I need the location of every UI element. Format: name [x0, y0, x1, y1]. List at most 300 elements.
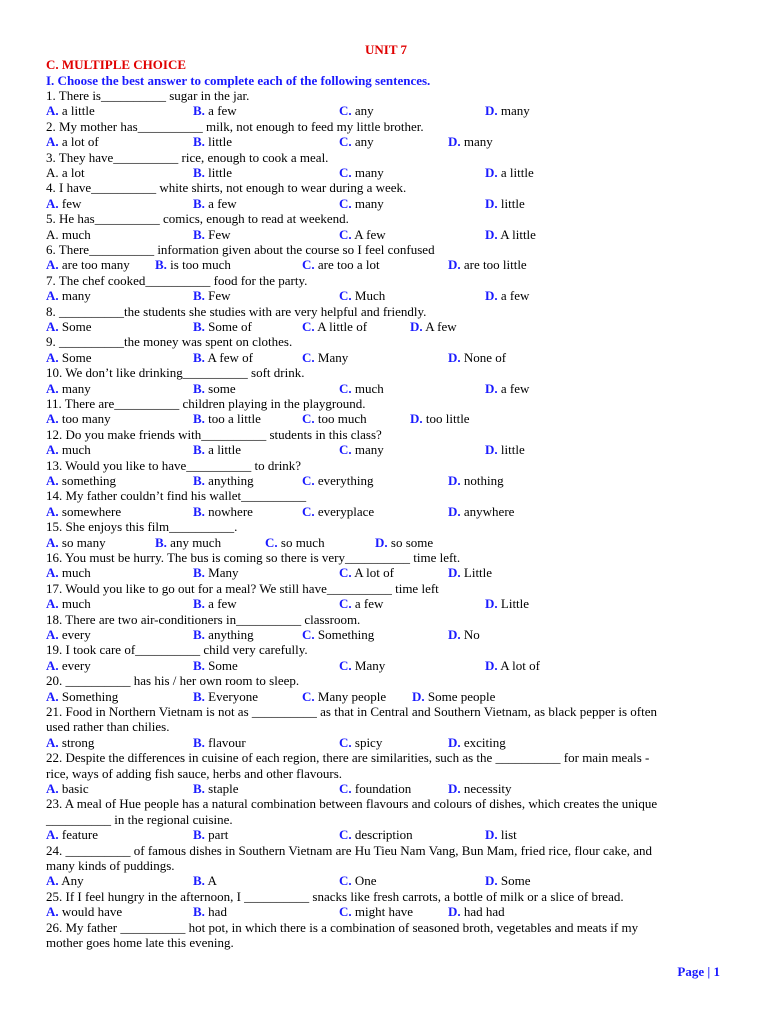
question-stem: 4. I have__________ white shirts, not enough to wear during a week. [46, 180, 407, 196]
answer-option[interactable] [46, 165, 85, 180]
answer-option[interactable] [339, 227, 386, 242]
answer-option[interactable] [46, 504, 121, 519]
option-text: a few [208, 195, 237, 211]
option-letter: B. [193, 565, 205, 581]
option-text: so some [390, 534, 434, 550]
answer-option[interactable] [193, 411, 261, 426]
question [46, 119, 726, 150]
worksheet-page [46, 42, 726, 950]
option-letter: D. [448, 472, 461, 488]
options-row [46, 257, 726, 272]
options-row [46, 873, 726, 888]
question-stem: 12. Do you make friends with__________ students in this class? [46, 426, 382, 442]
option-letter: C. [339, 165, 352, 180]
option-text: many [354, 165, 384, 180]
question [46, 365, 726, 396]
answer-option[interactable] [155, 257, 231, 272]
option-letter: B. [193, 195, 205, 211]
option-text: exciting [463, 734, 506, 750]
options-row [46, 165, 726, 180]
option-text: many [61, 380, 91, 396]
answer-option[interactable] [448, 350, 506, 365]
option-text: Many people [317, 688, 387, 704]
options-row [46, 134, 726, 149]
answer-option[interactable] [46, 350, 92, 365]
answer-option[interactable] [46, 781, 89, 796]
option-letter: C. [339, 565, 352, 581]
option-text: A few of [207, 349, 253, 365]
answer-option[interactable] [302, 504, 374, 519]
option-text: Many [354, 657, 386, 673]
answer-option[interactable] [193, 904, 227, 919]
option-letter: A. [46, 288, 59, 304]
option-text: flavour [208, 734, 246, 750]
options-row [46, 689, 726, 704]
options-row [46, 535, 726, 550]
option-text: a little [61, 103, 95, 119]
option-text: Much [354, 288, 386, 304]
question [46, 889, 726, 920]
options-row [46, 350, 726, 365]
option-letter: C. [339, 226, 352, 242]
option-letter: D. [448, 626, 461, 642]
answer-option[interactable] [46, 735, 94, 750]
option-text: much [61, 442, 91, 458]
option-letter: A. [46, 827, 59, 843]
question [46, 642, 726, 673]
answer-option[interactable] [485, 381, 529, 396]
option-text: are too little [463, 257, 527, 273]
option-letter: B. [193, 626, 205, 642]
option-text: A lot of [500, 657, 540, 673]
answer-option[interactable] [193, 103, 237, 118]
answer-option[interactable] [193, 165, 232, 180]
option-letter: B. [193, 226, 205, 242]
option-letter: B. [193, 873, 205, 889]
options-row [46, 658, 726, 673]
answer-option[interactable] [193, 442, 241, 457]
answer-option[interactable] [339, 658, 385, 673]
answer-option[interactable] [46, 904, 122, 919]
answer-option[interactable] [302, 319, 367, 334]
option-letter: B. [193, 134, 205, 150]
option-letter: D. [448, 780, 461, 796]
answer-option[interactable] [193, 319, 252, 334]
option-text: little [500, 442, 525, 458]
option-text: a few [208, 103, 237, 119]
option-letter: C. [339, 873, 352, 889]
option-text: is too much [170, 257, 231, 273]
option-letter: C. [302, 626, 315, 642]
answer-option[interactable] [46, 411, 111, 426]
answer-option[interactable] [46, 658, 91, 673]
option-letter: C. [339, 734, 352, 750]
option-text: Many [317, 349, 349, 365]
options-row [46, 565, 726, 580]
option-text: Some [500, 873, 531, 889]
answer-option[interactable] [46, 565, 91, 580]
answer-option[interactable] [339, 134, 374, 149]
question-stem: 1. There is__________ sugar in the jar. [46, 88, 250, 103]
option-letter: A. [46, 734, 59, 750]
answer-option[interactable] [485, 165, 534, 180]
answer-option[interactable] [448, 904, 505, 919]
option-letter: D. [448, 734, 461, 750]
option-text: every [61, 657, 91, 673]
answer-option[interactable] [193, 288, 231, 303]
answer-option[interactable] [448, 504, 514, 519]
option-text: many [354, 195, 384, 211]
options-row [46, 319, 726, 334]
option-letter: D. [448, 134, 461, 150]
option-letter: B. [193, 165, 205, 180]
answer-option[interactable] [339, 165, 384, 180]
option-letter: A. [46, 904, 59, 920]
option-text: too many [61, 411, 111, 427]
option-text: a few [500, 288, 530, 304]
answer-option[interactable] [265, 535, 325, 550]
option-text: any [354, 134, 374, 150]
option-letter: B. [193, 657, 205, 673]
option-text: a little [208, 442, 242, 458]
answer-option[interactable] [193, 350, 253, 365]
option-text: Few [208, 288, 231, 304]
answer-option[interactable] [339, 873, 377, 888]
answer-option[interactable] [485, 596, 529, 611]
question-stem: 2. My mother has__________ milk, not enough to feed my little brother. [46, 118, 424, 134]
option-text: had had [463, 904, 505, 920]
answer-option[interactable] [193, 689, 258, 704]
question-stem: 6. There__________ information given about the course so I feel confused [46, 241, 435, 257]
answer-option[interactable] [46, 535, 106, 550]
option-letter: A. [46, 780, 59, 796]
option-text: Few [208, 226, 231, 242]
option-text: much [61, 226, 91, 242]
answer-option[interactable] [339, 103, 374, 118]
answer-option[interactable] [339, 596, 383, 611]
option-letter: D. [448, 503, 461, 519]
option-text: A little of [317, 318, 368, 334]
question-stem: 10. We don’t like drinking__________ soft drink. [46, 365, 305, 381]
answer-option[interactable] [448, 735, 506, 750]
option-text: many [463, 134, 493, 150]
question-stem: many kinds of puddings. [46, 857, 175, 873]
option-text: little [208, 134, 233, 150]
options-row [46, 411, 726, 426]
option-text: everyplace [317, 503, 375, 519]
options-row [46, 381, 726, 396]
answer-option[interactable] [193, 504, 253, 519]
option-text: A [207, 873, 217, 889]
option-letter: D. [485, 103, 498, 119]
answer-option[interactable] [46, 319, 92, 334]
option-text: Something [317, 626, 375, 642]
option-letter: D. [412, 688, 425, 704]
answer-option[interactable] [193, 381, 236, 396]
answer-option[interactable] [339, 381, 384, 396]
option-text: necessity [463, 780, 512, 796]
answer-option[interactable] [448, 134, 493, 149]
options-row [46, 288, 726, 303]
answer-option[interactable] [193, 473, 254, 488]
option-letter: A. [46, 503, 59, 519]
answer-option[interactable] [448, 627, 480, 642]
answer-option[interactable] [302, 689, 386, 704]
answer-option[interactable] [46, 442, 91, 457]
option-letter: A. [46, 257, 59, 273]
option-text: anywhere [463, 503, 515, 519]
option-text: foundation [354, 780, 412, 796]
option-letter: C. [302, 411, 315, 427]
option-letter: C. [302, 688, 315, 704]
option-text: A little [500, 226, 536, 242]
option-text: so much [280, 534, 325, 550]
answer-option[interactable] [46, 473, 116, 488]
answer-option[interactable] [302, 473, 373, 488]
options-row [46, 735, 726, 750]
option-text: some [208, 380, 236, 396]
option-text: many [61, 288, 91, 304]
option-letter: D. [448, 257, 461, 273]
option-letter: A. [46, 626, 59, 642]
answer-option[interactable] [46, 827, 98, 842]
answer-option[interactable] [193, 781, 239, 796]
question [46, 750, 726, 796]
answer-option[interactable] [193, 827, 228, 842]
option-letter: C. [339, 442, 352, 458]
question [46, 211, 726, 242]
option-letter: B. [193, 780, 205, 796]
option-letter: A. [46, 688, 59, 704]
option-letter: C. [339, 134, 352, 150]
options-row [46, 504, 726, 519]
answer-option[interactable] [46, 227, 91, 242]
option-text: Some [61, 318, 92, 334]
option-letter: D. [448, 349, 461, 365]
option-text: had [208, 904, 227, 920]
instruction: I. Choose the best answer to complete each of the following sentences. [46, 72, 431, 88]
unit-title: UNIT 7 [364, 42, 408, 57]
answer-option[interactable] [193, 227, 231, 242]
option-letter: B. [193, 472, 205, 488]
answer-option[interactable] [46, 103, 95, 118]
question [46, 180, 726, 211]
option-text: everything [317, 472, 374, 488]
option-letter: A. [46, 411, 59, 427]
answer-option[interactable] [410, 411, 470, 426]
answer-option[interactable] [193, 873, 217, 888]
answer-option[interactable] [302, 627, 374, 642]
section-title: C. MULTIPLE CHOICE [46, 57, 187, 72]
option-letter: C. [339, 780, 352, 796]
answer-option[interactable] [485, 227, 536, 242]
option-text: a little [500, 165, 534, 180]
question [46, 396, 726, 427]
option-text: description [354, 827, 413, 843]
question-stem: 11. There are__________ children playing in the playground. [46, 395, 366, 411]
question [46, 273, 726, 304]
options-row [46, 442, 726, 457]
question-stem: 26. My father __________ hot pot, in which there is a combination of seasoned broth, vegetables and meats if my [46, 919, 639, 935]
option-letter: C. [339, 827, 352, 843]
answer-option[interactable] [193, 565, 239, 580]
answer-option[interactable] [193, 596, 237, 611]
question-stem: 20. __________ has his / her own room to sleep. [46, 673, 300, 689]
option-letter: A. [46, 657, 59, 673]
option-letter: A. [46, 165, 59, 180]
answer-option[interactable] [46, 627, 91, 642]
answer-option[interactable] [448, 473, 504, 488]
option-text: spicy [354, 734, 383, 750]
answer-option[interactable] [375, 535, 433, 550]
option-letter: B. [155, 257, 167, 273]
option-letter: B. [193, 103, 205, 119]
option-text: Many [208, 565, 239, 581]
option-letter: C. [339, 380, 352, 396]
answer-option[interactable] [339, 565, 394, 580]
question [46, 458, 726, 489]
option-text: a few [354, 596, 384, 612]
option-text: A few [354, 226, 386, 242]
option-text: few [61, 195, 82, 211]
option-letter: B. [193, 904, 205, 920]
answer-option[interactable] [339, 442, 384, 457]
option-text: so many [61, 534, 106, 550]
answer-option[interactable] [46, 596, 91, 611]
answer-option[interactable] [448, 257, 527, 272]
option-text: A few [425, 318, 457, 334]
option-letter: B. [193, 380, 205, 396]
answer-option[interactable] [485, 288, 529, 303]
option-text: much [61, 596, 91, 612]
option-text: any much [170, 534, 222, 550]
question [46, 920, 726, 951]
option-text: A lot of [354, 565, 394, 581]
option-letter: B. [193, 442, 205, 458]
answer-option[interactable] [46, 381, 91, 396]
option-text: part [208, 827, 229, 843]
answer-option[interactable] [302, 350, 348, 365]
option-text: a lot of [61, 134, 99, 150]
question-stem: 5. He has__________ comics, enough to read at weekend. [46, 211, 349, 227]
answer-option[interactable] [46, 288, 91, 303]
option-letter: D. [485, 827, 498, 843]
option-text: basic [61, 780, 89, 796]
option-text: anything [208, 626, 254, 642]
answer-option[interactable] [339, 196, 384, 211]
question [46, 150, 726, 181]
option-letter: D. [485, 596, 498, 612]
option-letter: A. [46, 380, 59, 396]
option-text: nothing [463, 472, 504, 488]
answer-option[interactable] [410, 319, 457, 334]
question-stem: 19. I took care of__________ child very carefully. [46, 642, 308, 658]
question-stem: 8. __________the students she studies with are very helpful and friendly. [46, 303, 427, 319]
option-letter: D. [448, 565, 461, 581]
options-row [46, 103, 726, 118]
option-text: a lot [61, 165, 85, 180]
option-letter: B. [193, 688, 205, 704]
answer-option[interactable] [193, 134, 232, 149]
option-text: a few [208, 596, 237, 612]
answer-option[interactable] [193, 196, 237, 211]
answer-option[interactable] [193, 735, 246, 750]
question [46, 242, 726, 273]
answer-option[interactable] [155, 535, 221, 550]
answer-option[interactable] [46, 873, 84, 888]
question-stem: 22. Despite the differences in cuisine of each region, there are similarities, such as the __________ for main meals - [46, 750, 650, 766]
question-stem: 3. They have__________ rice, enough to cook a meal. [46, 149, 329, 165]
question-stem: 25. If I feel hungry in the afternoon, I __________ snacks like fresh carrots, a bottle of milk or a slice of bread. [46, 888, 624, 904]
option-letter: D. [485, 195, 498, 211]
option-text: a few [500, 380, 530, 396]
option-letter: C. [339, 904, 352, 920]
answer-option[interactable] [485, 827, 517, 842]
answer-option[interactable] [46, 689, 118, 704]
option-letter: B. [193, 596, 205, 612]
question [46, 427, 726, 458]
question [46, 843, 726, 889]
answer-option[interactable] [485, 442, 525, 457]
answer-option[interactable] [339, 827, 413, 842]
answer-option[interactable] [448, 781, 512, 796]
option-letter: D. [485, 226, 498, 242]
answer-option[interactable] [193, 658, 238, 673]
question-stem: 13. Would you like to have__________ to drink? [46, 457, 302, 473]
option-text: might have [354, 904, 414, 920]
option-letter: B. [155, 534, 167, 550]
option-text: Some people [427, 688, 496, 704]
option-text: something [61, 472, 117, 488]
option-letter: A. [46, 103, 59, 119]
question-stem: 21. Food in Northern Vietnam is not as __________ as that in Central and Southern Vietnam, as black pepper is often [46, 703, 658, 719]
option-text: Everyone [208, 688, 258, 704]
answer-option[interactable] [46, 196, 81, 211]
option-letter: C. [339, 103, 352, 119]
answer-option[interactable] [412, 689, 495, 704]
answer-option[interactable] [339, 288, 385, 303]
option-letter: A. [46, 349, 59, 365]
question-stem: rice, ways of adding fish sauce, herbs and other flavours. [46, 765, 343, 781]
options-row [46, 473, 726, 488]
answer-option[interactable] [339, 735, 382, 750]
answer-option[interactable] [302, 411, 367, 426]
option-letter: A. [46, 472, 59, 488]
answer-option[interactable] [339, 904, 413, 919]
options-row [46, 596, 726, 611]
answer-option[interactable] [193, 627, 254, 642]
answer-option[interactable] [485, 873, 531, 888]
option-letter: C. [265, 534, 278, 550]
option-text: anything [208, 472, 254, 488]
question-stem: 15. She enjoys this film__________. [46, 519, 238, 535]
answer-option[interactable] [339, 781, 411, 796]
answer-option[interactable] [302, 257, 380, 272]
option-letter: C. [339, 657, 352, 673]
answer-option[interactable] [485, 658, 540, 673]
option-letter: A. [46, 596, 59, 612]
options-row [46, 196, 726, 211]
answer-option[interactable] [485, 103, 530, 118]
option-text: any [354, 103, 374, 119]
answer-option[interactable] [485, 196, 525, 211]
option-text: staple [208, 780, 239, 796]
option-text: somewhere [61, 503, 122, 519]
question-stem: 9. __________the money was spent on clothes. [46, 334, 293, 350]
answer-option[interactable] [46, 257, 130, 272]
answer-option[interactable] [448, 565, 492, 580]
answer-option[interactable] [46, 134, 99, 149]
